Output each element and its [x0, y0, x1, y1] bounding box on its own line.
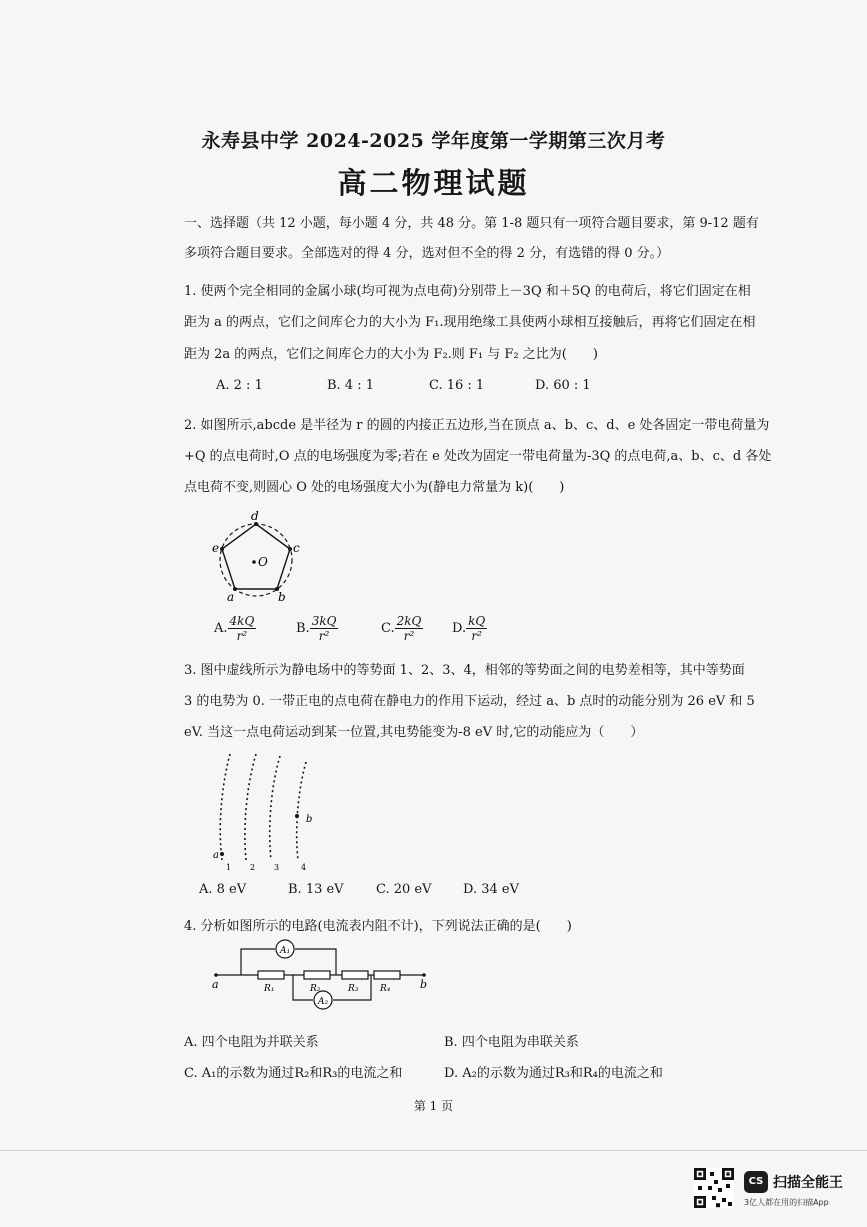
pentagon-label-a: a	[227, 590, 235, 604]
q2-line1: 2. 如图所示,abcde 是半径为 r 的圆的内接正五边形,当在顶点 a、b、c、d、e 处各固定一带电荷量为	[184, 418, 770, 433]
equipotential-label-3: 3	[274, 863, 280, 872]
q3-line2: 3 的电势为 0. 一带正电的点电荷在静电力的作用下运动，经过 a、b 点时的动能分别为 26 eV 和 5	[184, 694, 755, 709]
ammeter-label-a2: A₂	[318, 997, 329, 1007]
circuit-figure	[206, 936, 436, 1016]
q3-line3: eV. 当这一点电荷运动到某一位置,其电势能变为-8 eV 时,它的动能应为（ ）	[184, 725, 644, 740]
exam-title: 永寿县中学 2024-2025 学年度第一学期第三次月考	[201, 130, 666, 152]
scanner-app-name: 扫描全能王	[773, 1175, 843, 1191]
ammeter-label-a1: A₁	[280, 946, 291, 956]
pentagon-label-c: c	[293, 541, 300, 555]
q4-option-d: D. A₂的示数为通过R₃和R₄的电流之和	[444, 1066, 663, 1081]
scanner-tagline: 3亿人都在用的扫描App	[744, 1198, 829, 1207]
q3-option-c: C. 20 eV	[376, 882, 432, 897]
q4-option-b: B. 四个电阻为串联关系	[444, 1035, 579, 1050]
circuit-label-b: b	[420, 978, 428, 991]
q3-option-b: B. 13 eV	[288, 882, 344, 897]
q2-option-b-fraction: $\frac{3kQ}{\text{r²}}$	[311, 614, 337, 643]
resistor-label-r3: R₃	[348, 984, 359, 994]
pentagon-label-d: d	[251, 509, 259, 523]
q1-line3: 距为 2a 的两点，它们之间库仑力的大小为 F₂.则 F₁ 与 F₂ 之比为( )	[184, 347, 598, 362]
resistor-label-r1: R₁	[264, 984, 275, 994]
equipotential-label-4: 4	[301, 863, 307, 872]
q3-option-d: D. 34 eV	[463, 882, 519, 897]
pentagon-figure	[205, 508, 305, 604]
pentagon-label-o: O	[258, 555, 268, 569]
page-divider	[0, 1150, 867, 1151]
q4-option-c: C. A₁的示数为通过R₂和R₃的电流之和	[184, 1066, 403, 1081]
equipotential-label-1: 1	[226, 863, 232, 872]
equipotential-label-b: b	[306, 814, 313, 825]
q1-line2: 距为 a 的两点，它们之间库仑力的大小为 F₁.现用绝缘工具使两小球相互接触后，再将它们固定在相	[184, 315, 756, 330]
q3-option-a: A. 8 eV	[199, 882, 247, 897]
pentagon-label-b: b	[278, 590, 286, 604]
q4-line1: 4. 分析如图所示的电路(电流表内阻不计)，下列说法正确的是( )	[184, 919, 572, 934]
q2-option-d-fraction: $\frac{kQ}{\text{r²}}$	[468, 614, 486, 643]
q2-option-d: D. $\frac{kQ}{\text{r²}}$	[452, 614, 486, 643]
equipotential-label-2: 2	[250, 863, 256, 872]
q2-line2: +Q 的点电荷时,O 点的电场强度为零;若在 e 处改为固定一带电荷量为-3Q 的点电荷,a、b、c、d 各处	[184, 449, 772, 464]
q2-line3: 点电荷不变,则圆心 O 处的电场强度大小为(静电力常量为 k)( )	[184, 480, 565, 495]
section-instructions-line2: 多项符合题目要求。全部选对的得 4 分，选对但不全的得 2 分，有选错的得 0 分。）	[184, 246, 670, 261]
scanner-logo-icon: CS	[744, 1171, 768, 1193]
q2-option-c-fraction: $\frac{2kQ}{\text{r²}}$	[396, 614, 422, 643]
page-number: 第 1 页	[413, 1099, 454, 1113]
pentagon-label-e: e	[212, 541, 220, 555]
q4-option-a: A. 四个电阻为并联关系	[184, 1035, 319, 1050]
q2-option-a: A. $\frac{4kQ}{\text{r²}}$	[214, 614, 255, 643]
equipotential-figure	[200, 748, 330, 874]
circuit-label-a: a	[212, 978, 219, 991]
section-instructions-line1: 一、选择题（共 12 小题，每小题 4 分，共 48 分。第 1-8 题只有一项符合题目要求，第 9-12 题有	[184, 216, 759, 231]
resistor-label-r4: R₄	[380, 984, 391, 994]
q1-line1: 1. 使两个完全相同的金属小球(均可视为点电荷)分别带上－3Q 和＋5Q 的电荷后，将它们固定在相	[184, 284, 751, 299]
exam-subtitle: 高二物理试题	[337, 166, 530, 200]
q3-line1: 3. 图中虚线所示为静电场中的等势面 1、2、3、4，相邻的等势面之间的电势差相等，其中等势面	[184, 663, 745, 678]
resistor-label-r2: R₂	[310, 984, 321, 994]
q2-option-a-fraction: $\frac{4kQ}{\text{r²}}$	[229, 614, 255, 643]
q1-option-a: A. 2 : 1	[216, 378, 263, 393]
q2-option-b: B. $\frac{3kQ}{\text{r²}}$	[296, 614, 337, 643]
q1-option-b: B. 4 : 1	[327, 378, 375, 393]
q1-option-c: C. 16 : 1	[429, 378, 485, 393]
qr-code-icon	[694, 1168, 734, 1208]
equipotential-label-a: a	[213, 850, 219, 861]
q1-option-d: D. 60 : 1	[535, 378, 591, 393]
q2-option-c: C. $\frac{2kQ}{\text{r²}}$	[381, 614, 422, 643]
